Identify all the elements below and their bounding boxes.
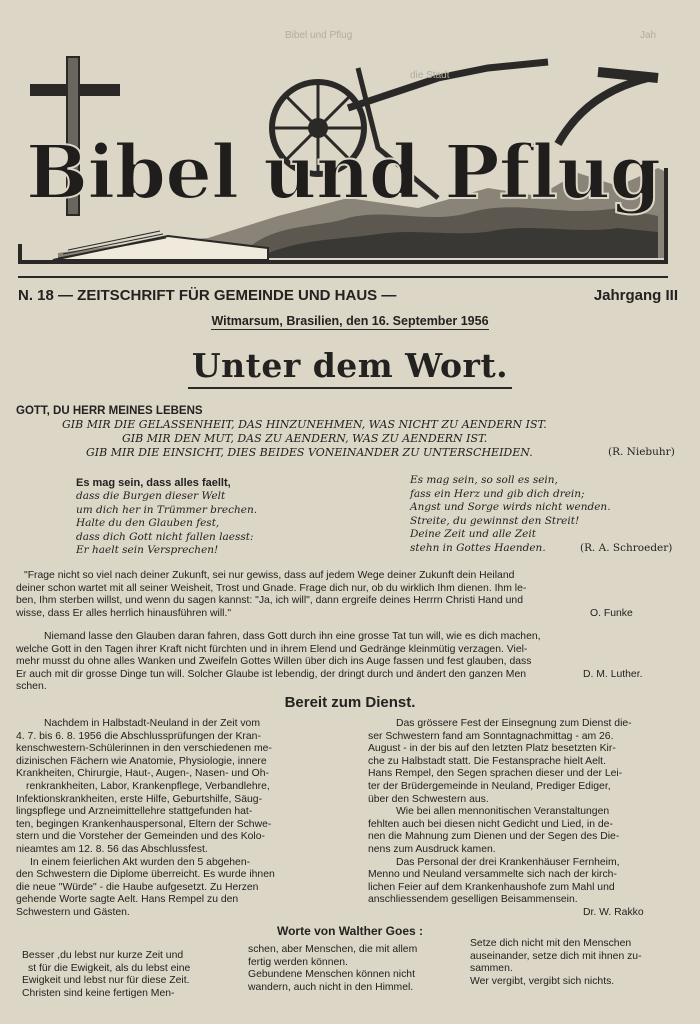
goes-column-3 [470,938,685,988]
goes-column-1 [22,950,242,1000]
article-line: nen die Mahnung zum Dienen und der Segen des Die- [368,831,620,843]
quote-line: wisse, dass Er alles herrlich hinausführen will." [16,607,232,619]
poem-line: Deine Zeit und alle Zeit [410,528,536,540]
poem-attribution: (R. A. Schroeder) [580,542,673,554]
article-signature: Dr. W. Rakko [583,907,644,918]
masthead-title: Bibel und Pflug [25,130,661,216]
goes-title: Worte von Walther Goes : [276,924,423,938]
quote-line: Niemand lasse den Glauben daran fahren, dass Gott durch ihn eine grosse Tat tun will, wie es dich machen, [44,631,541,642]
poem-line: fass ein Herz und gib dich drein; [410,487,585,500]
quote-line: Er auch mit dir grosse Dinge tun will. Solcher Glaube ist lebendig, der dringt durch und ändert den ganzen Men [16,668,527,680]
article-line: über den Schwestern aus. [368,793,489,805]
goes-line: Wer vergibt, vergibt sich nichts. [470,975,615,987]
masthead-illustration [18,48,668,270]
goes-line: auseinander, setze dich mit ihnen zu- [470,950,642,962]
masthead-rule [18,276,668,278]
article-line: Das grössere Fest der Einsegnung zum Dienst die- [396,718,632,729]
quote-luther [16,631,680,694]
prayer-attribution: (R. Niebuhr) [608,446,675,458]
goes-line: Christen sind keine fertigen Men- [22,987,175,999]
poem-line: um dich her in Trümmer brechen. [76,503,258,516]
goes-line: fertig werden können. [248,956,348,968]
article-line: lichen Feier auf dem Krankenhaushofe zum Mahl und [368,881,615,893]
article-line: dizinischen Fächern wie Anatomie, Physiologie, innere [16,755,267,767]
faint-mark-3: Jah [640,30,657,41]
article-line: lingspflege und Arzneimittellehre stattgefunden hat- [16,806,253,818]
section-title: Unter dem Wort. [0,346,700,389]
article-line: fehlten auch bei diesen nicht Gedicht und Lied, in de- [368,818,613,830]
prayer-line: GIB MIR DIE EINSICHT, DIES BEIDES VONEINANDER ZU UNTERSCHEIDEN. [86,446,533,459]
article-right-column [368,718,680,907]
article-line: Krankheiten, Chirurgie, Haut-, Augen-, Nasen- und Oh- [16,768,269,780]
goes-line: Besser ,du lebst nur kurze Zeit und [22,950,184,961]
goes-line: Ewigkeit und lebst nur für diese Zeit. [22,975,190,987]
article-line: anschliessendem geselligen Beisammensein. [368,894,578,906]
poem-line: Angst und Sorge wirds nicht wenden. [410,501,611,513]
goes-line: wandern, auch nicht in den Himmel. [248,981,414,993]
article-line: Menno und Neuland versammelte sich nach der kirch- [368,869,617,881]
article-line: nieamtes am 12. 8. 56 das Abschlussfest. [16,843,208,855]
prayer-heading: GOTT, DU HERR MEINES LEBENS [16,405,203,417]
poem-line: Er haelt sein Versprechen! [76,544,219,556]
article-line: renkrankheiten, Labor, Krankenpflege, Verbandlehre, [26,780,270,792]
issue-line [18,287,678,304]
prayer-line: GIB MIR DEN MUT, DAS ZU AENDERN, WAS ZU AENDERN IST. [122,432,488,445]
article-line: Infektionskrankheiten, erste Hilfe, Geburtshilfe, Säug- [16,793,263,805]
article-line: Hans Rempel, den Segen sprachen dieser und der Lei- [368,768,623,780]
goes-line: st für die Ewigkeit, als du lebst eine [28,962,191,974]
place-date: Witmarsum, Brasilien, den 16. September 1956 [211,314,489,328]
article-line: gehende Worte sagte Aelt. Hans Rempel zu den [16,894,239,906]
poem-line: dass dich Gott nicht fallen laesst: [76,530,254,543]
quote-line: ben, Ihm sterben willst, und wenn du sagen kannst: "Ja, ich will", dann ergreife deines Herrrn Christi Hand und [16,595,523,607]
article-line: die neue "Würde" - die Haube aufgesetzt. Zu Herzen [16,881,259,893]
quote-line: deiner schon wartet mit all seiner Weisheit, Trost und Gnade. Frage dich nur, ob du wirklich Ihm dienen. Ihm le- [16,582,527,594]
article-line: Das Personal der drei Krankenhäuser Fernheim, [396,856,620,868]
article-line: Wie bei allen mennonitischen Veranstaltungen [396,806,610,818]
quote-luther-attribution: D. M. Luther. [583,669,643,680]
article-line: ser Schwestern fand am Sonntagnachmittag - am 26. [368,730,614,742]
goes-column-2 [248,944,463,994]
article-title: Bereit zum Dienst. [284,694,416,711]
poem-line: Streite, du gewinnst den Streit! [410,514,580,527]
prayer-line: GIB MIR DIE GELASSENHEIT, DAS HINZUNEHMEN, WAS NICHT ZU AENDERN IST. [62,418,547,431]
quote-line: schen. [16,681,47,693]
article-line: ten, begingen Krankenhauspersonal, Eltern der Schwe- [16,818,272,830]
quote-funke-attribution: O. Funke [590,608,633,619]
faint-mark-2: die Stadt [410,70,450,81]
article-line: den Schwestern die Diplome überreicht. Es wurde ihnen [16,869,275,881]
quote-funke [16,570,680,620]
goes-line: schen, aber Menschen, die mit allem [248,944,418,955]
poem-line: Es mag sein, so soll es sein, [410,474,558,486]
quote-line: welche Gott in den Tagen ihrer Kraft nicht fürchten und in ihrem Elend und Gedränge kleinmütig verzagen. Viel- [16,643,528,655]
article-line: kenschwestern-Schülerinnen in den verschiedenen me- [16,743,272,755]
article-line: stern und die Vorsteher der Gemeinden und des Kolo- [16,831,265,843]
poem-left [76,476,376,558]
article-line: In einem feierlichen Akt wurden den 5 abgehen- [30,856,251,868]
article-line: Schwestern und Gästen. [16,906,130,918]
article-line: Nachdem in Halbstadt-Neuland in der Zeit vom [44,718,260,729]
quote-line: mehr musst du ohne alles Wanken und Zweifeln Gottes Willen über dich ins Auge fassen und fest glauben, dass [16,656,532,668]
article-left-column [16,718,338,920]
faint-mark-1: Bibel und Pflug [285,30,353,41]
goes-line: sammen. [470,963,513,975]
goes-line: Gebundene Menschen können nicht [248,969,415,981]
quote-line: "Frage nicht so viel nach deiner Zukunft, sei nur gewiss, dass auf jedem Wege deiner Zukunft dein Heiland [24,570,515,581]
article-line: 4. 7. bis 6. 8. 1956 die Abschlussprüfungen der Kran- [16,730,261,742]
poem-line: Es mag sein, dass alles faellt, [76,477,231,489]
article-line: August - in der bis auf den letzten Platz besetzten Kir- [368,743,616,755]
issue-number: N. 18 — ZEITSCHRIFT FÜR GEMEINDE UND HAUS — [18,287,397,304]
poem-line: dass die Burgen dieser Welt [76,490,226,502]
article-line: nens zum Ausdruck kamen. [368,843,496,855]
poem-line: stehn in Gottes Haenden. [410,541,546,554]
goes-line: Setze dich nicht mit den Menschen [470,938,632,949]
poem-line: Halte du den Glauben fest, [76,517,220,529]
article-line: ter der Brüdergemeinde in Neuland, Prediger Ediger, [368,780,611,792]
volume: Jahrgang III [593,287,678,304]
article-line: che zu Halbstadt statt. Die Festansprache hielt Aelt. [368,755,606,767]
